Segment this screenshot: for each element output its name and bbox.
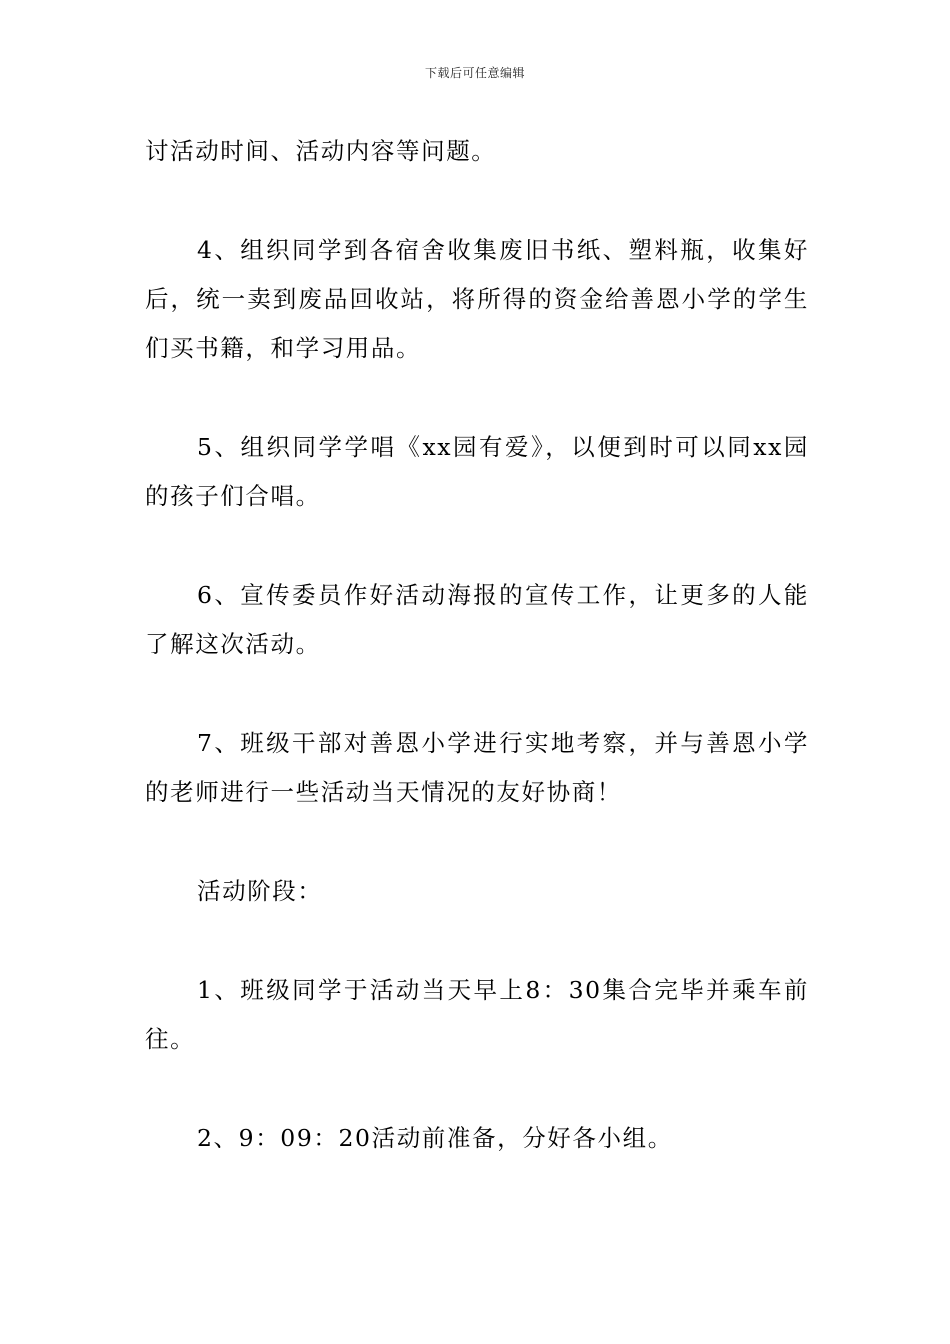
page-header: 下载后可任意编辑 bbox=[424, 66, 525, 80]
section-heading-activity-stage: 活动阶段： bbox=[197, 877, 323, 905]
paragraph-item-7: 7、班级干部对善恩小学进行实地考察，并与善恩小学的老师进行一些活动当天情况的友好协商！ bbox=[145, 729, 809, 806]
paragraph-item-6: 6、宣传委员作好活动海报的宣传工作，让更多的人能了解这次活动。 bbox=[145, 581, 809, 658]
paragraph-continuation: 讨活动时间、活动内容等问题。 bbox=[145, 137, 497, 165]
paragraph-stage-item-1: 1、班级同学于活动当天早上8：30集合完毕并乘车前往。 bbox=[145, 976, 809, 1053]
document-body bbox=[145, 127, 809, 1213]
paragraph-item-5: 5、组织同学学唱《xx园有爱》，以便到时可以同xx园的孩子们合唱。 bbox=[145, 433, 809, 510]
paragraph-stage-item-2: 2、9：09：20活动前准备，分好各小组。 bbox=[197, 1124, 673, 1152]
paragraph-item-4: 4、组织同学到各宿舍收集废旧书纸、塑料瓶，收集好后，统一卖到废品回收站，将所得的资金给善恩小学的学生们买书籍，和学习用品。 bbox=[145, 236, 809, 362]
